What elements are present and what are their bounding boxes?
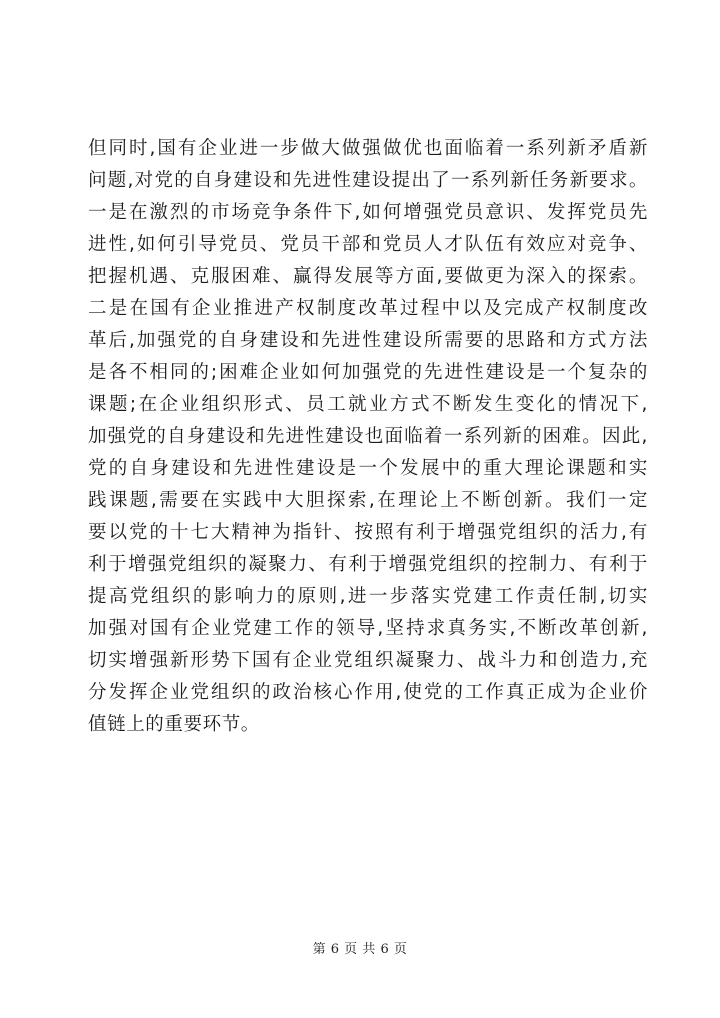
- text-line-8: 是各不相同的;困难企业如何加强党的先进性建设是一个复杂的: [88, 362, 648, 383]
- text-line-19: 值链上的重要环节。: [88, 714, 260, 735]
- text-line-4: 进性,如何引导党员、党员干部和党员人才队伍有效应对竞争、: [88, 234, 648, 255]
- text-line-6: 二是在国有企业推进产权制度改革过程中以及完成产权制度改: [88, 298, 648, 319]
- text-line-1: 但同时,国有企业进一步做大做强做优也面临着一系列新矛盾新: [88, 138, 648, 159]
- body-paragraph: [88, 133, 648, 741]
- text-line-9: 课题;在企业组织形式、员工就业方式不断发生变化的情况下,: [88, 394, 648, 415]
- text-line-3: 一是在激烈的市场竞争条件下,如何增强党员意识、发挥党员先: [88, 202, 648, 223]
- text-line-11: 党的自身建设和先进性建设是一个发展中的重大理论课题和实: [88, 458, 648, 479]
- text-line-16: 加强对国有企业党建工作的领导,坚持求真务实,不断改革创新,: [88, 618, 648, 639]
- text-line-10: 加强党的自身建设和先进性建设也面临着一系列新的困难。因此,: [88, 426, 648, 447]
- text-line-7: 革后,加强党的自身建设和先进性建设所需要的思路和方式方法: [88, 330, 648, 351]
- page-number-footer: 第 6 页 共 6 页: [312, 942, 408, 957]
- text-line-18: 分发挥企业党组织的政治核心作用,使党的工作真正成为企业价: [88, 682, 648, 703]
- text-line-14: 利于增强党组织的凝聚力、有利于增强党组织的控制力、有利于: [88, 554, 648, 575]
- text-line-12: 践课题,需要在实践中大胆探索,在理论上不断创新。我们一定: [88, 490, 648, 511]
- text-line-17: 切实增强新形势下国有企业党组织凝聚力、战斗力和创造力,充: [88, 650, 648, 671]
- text-line-13: 要以党的十七大精神为指针、按照有利于增强党组织的活力,有: [88, 522, 648, 543]
- text-line-5: 把握机遇、克服困难、赢得发展等方面,要做更为深入的探索。: [88, 266, 648, 287]
- text-line-15: 提高党组织的影响力的原则,进一步落实党建工作责任制,切实: [88, 586, 648, 607]
- text-line-2: 问题,对党的自身建设和先进性建设提出了一系列新任务新要求。: [88, 170, 648, 191]
